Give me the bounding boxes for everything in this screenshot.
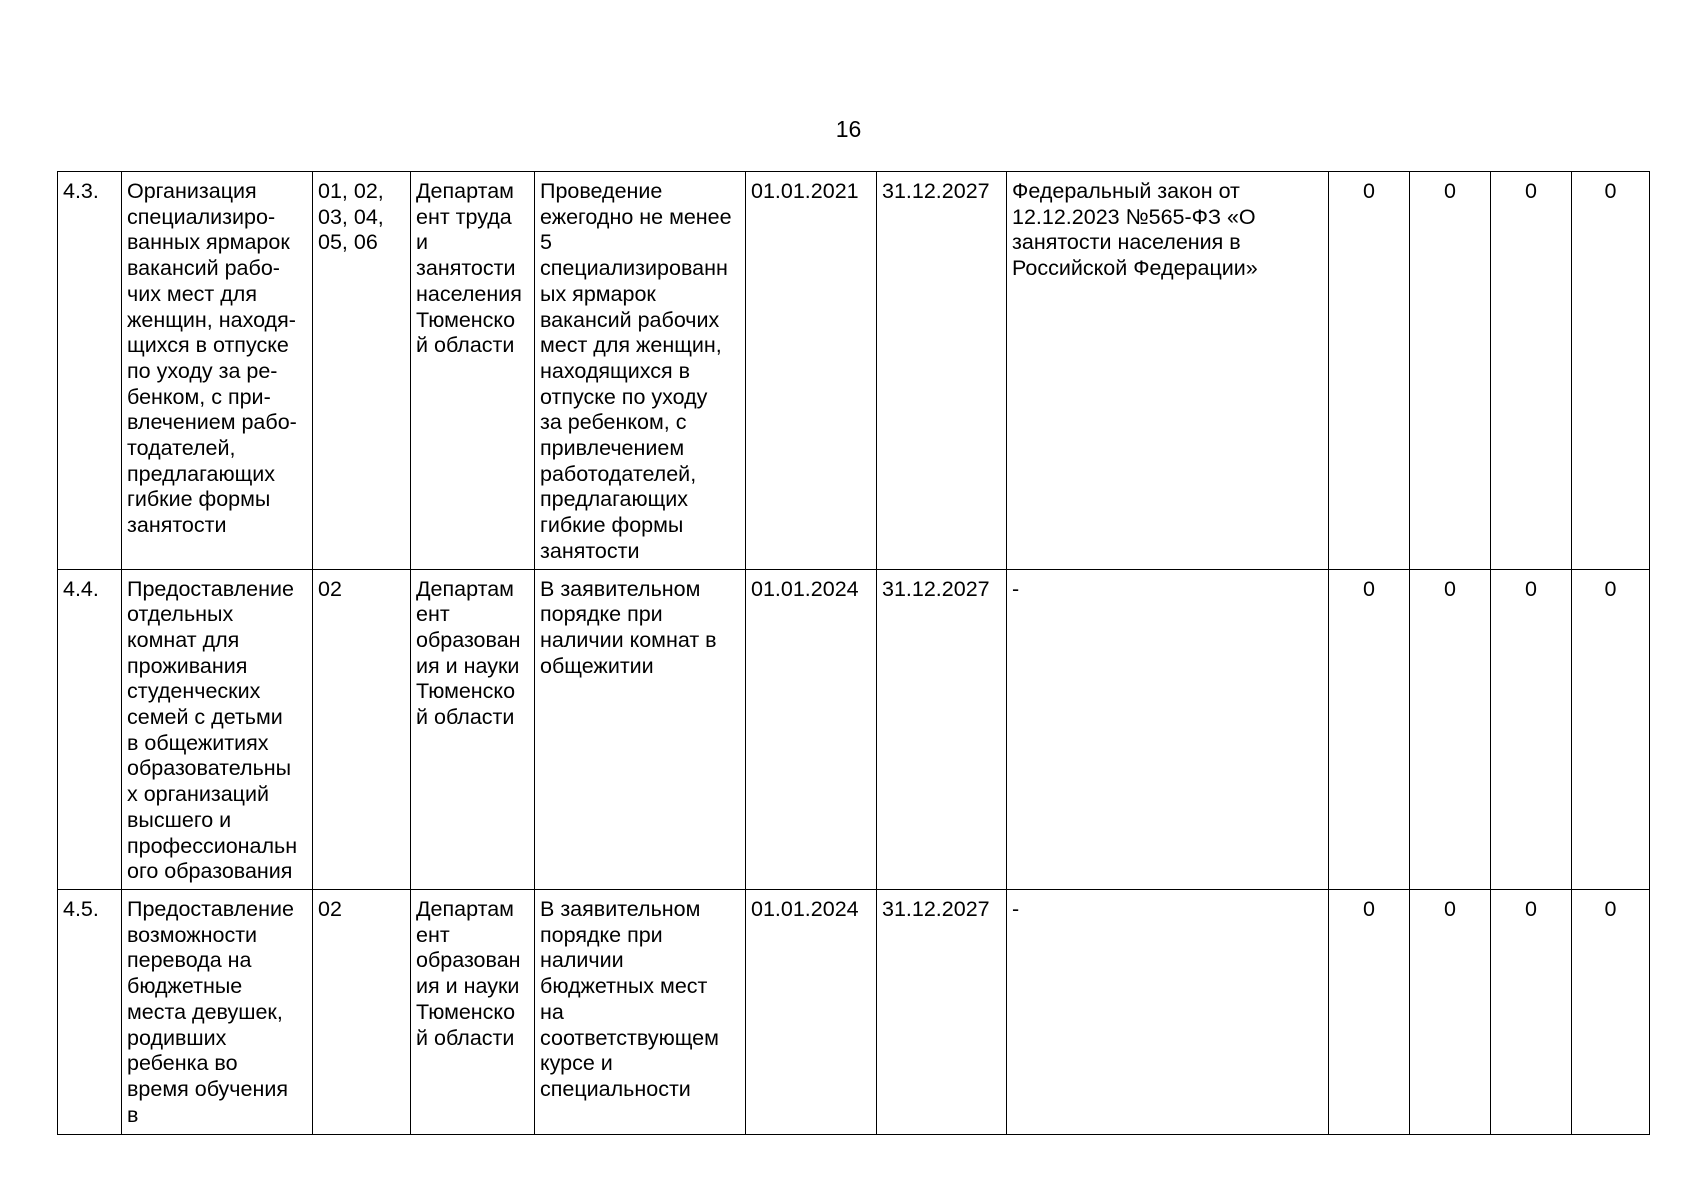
- value-cell: 0: [1329, 889, 1410, 1134]
- row-number: 4.4.: [58, 569, 122, 889]
- value-cell: 0: [1572, 172, 1650, 570]
- value-cell: 0: [1491, 889, 1572, 1134]
- value-cell: 0: [1410, 569, 1491, 889]
- value-cell: 0: [1491, 569, 1572, 889]
- table-row: [58, 889, 1650, 1134]
- end-date-cell: 31.12.2027: [877, 172, 1007, 570]
- codes-cell: 01, 02, 03, 04, 05, 06: [313, 172, 411, 570]
- measure-name: Организация специализиро- ванных ярмарок вакансий рабо- чих мест для женщин, находя- щихся в отпуске по уходу за ре- бенком, с при- влечением рабо- тодателей, предлагающих гибкие формы занятости: [122, 172, 313, 570]
- result-cell: В заявительном порядке при наличии комнат в общежитии: [535, 569, 746, 889]
- measures-table: [57, 171, 1650, 1135]
- legal-basis-cell: -: [1007, 569, 1329, 889]
- value-cell: 0: [1410, 172, 1491, 570]
- executor-cell: Департам ент образован ия и науки Тюменско й области: [411, 569, 535, 889]
- executor-cell: Департам ент труда и занятости населения Тюменско й области: [411, 172, 535, 570]
- page-number: 16: [835, 116, 862, 142]
- table-row: [58, 172, 1650, 570]
- value-cell: 0: [1329, 569, 1410, 889]
- executor-cell: Департам ент образован ия и науки Тюменско й области: [411, 889, 535, 1134]
- row-number: 4.3.: [58, 172, 122, 570]
- table-row: [58, 569, 1650, 889]
- legal-basis-cell: -: [1007, 889, 1329, 1134]
- start-date-cell: 01.01.2021: [746, 172, 877, 570]
- value-cell: 0: [1572, 569, 1650, 889]
- result-cell: В заявительном порядке при наличии бюджетных мест на соответствующем курсе и специальности: [535, 889, 746, 1134]
- end-date-cell: 31.12.2027: [877, 569, 1007, 889]
- legal-basis-cell: Федеральный закон от 12.12.2023 №565-ФЗ «О занятости населения в Российской Федерации»: [1007, 172, 1329, 570]
- start-date-cell: 01.01.2024: [746, 569, 877, 889]
- result-cell: Проведение ежегодно не менее 5 специализированн ых ярмарок вакансий рабочих мест для женщин, находящихся в отпуске по уходу за ребенком, с привлечением работодателей, предлагающих гибкие формы занятости: [535, 172, 746, 570]
- measure-name: Предоставление отдельных комнат для проживания студенческих семей с детьми в общежитиях образовательны х организаций высшего и профессиональн ого образования: [122, 569, 313, 889]
- end-date-cell: 31.12.2027: [877, 889, 1007, 1134]
- row-number: 4.5.: [58, 889, 122, 1134]
- value-cell: 0: [1572, 889, 1650, 1134]
- start-date-cell: 01.01.2024: [746, 889, 877, 1134]
- value-cell: 0: [1491, 172, 1572, 570]
- codes-cell: 02: [313, 569, 411, 889]
- value-cell: 0: [1410, 889, 1491, 1134]
- value-cell: 0: [1329, 172, 1410, 570]
- measure-name: Предоставление возможности перевода на бюджетные места девушек, родивших ребенка во время обучения в: [122, 889, 313, 1134]
- codes-cell: 02: [313, 889, 411, 1134]
